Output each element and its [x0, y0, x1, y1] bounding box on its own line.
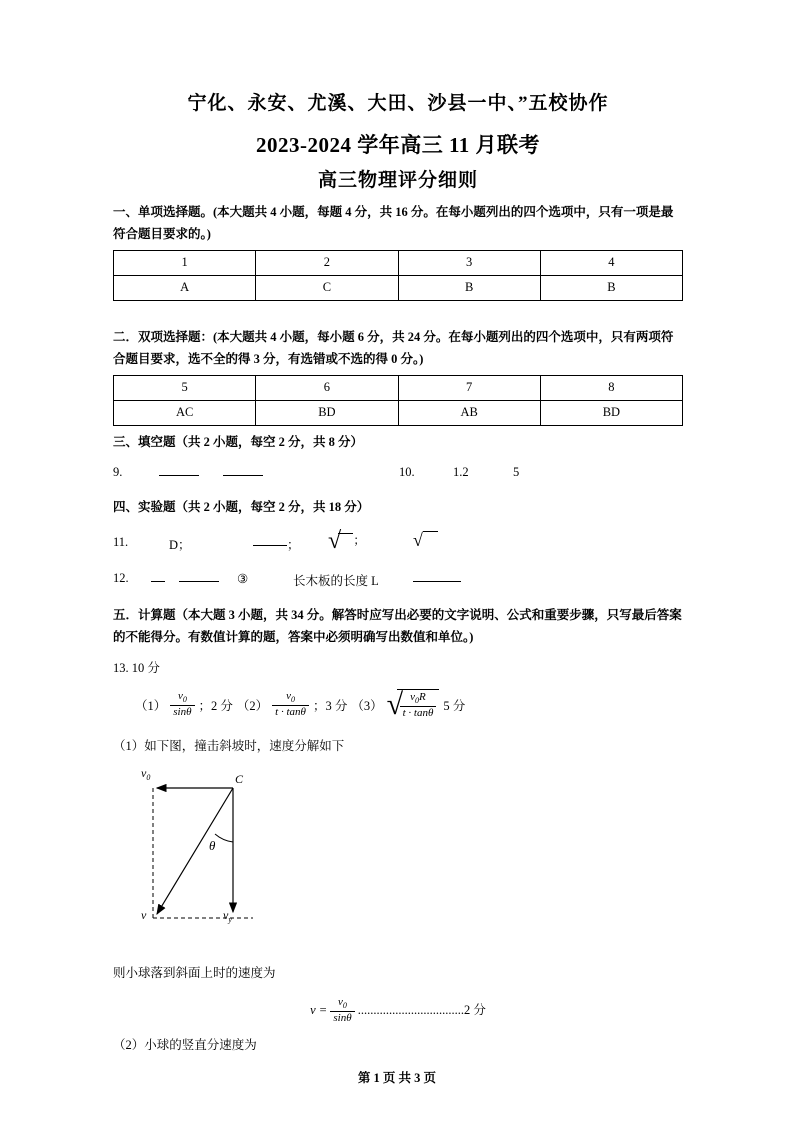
q13-part2-tag: （2） — [236, 698, 269, 713]
table-cell-number: 1 — [114, 250, 256, 275]
answer-blank — [151, 581, 165, 582]
question-13-answers — [135, 689, 683, 721]
section-2-answer-table — [113, 375, 683, 426]
question-10-value-1: 1.2 — [453, 465, 469, 480]
table-cell-answer: B — [540, 275, 682, 300]
section-1-answer-table — [113, 250, 683, 301]
exam-title-subject: 高三物理评分细则 — [317, 170, 478, 191]
question-12-row — [113, 567, 683, 595]
question-9-row — [113, 461, 683, 487]
section-1-heading: 一、单项选择题。(本大题共 4 小题，每题 4 分，共 16 分。在每小题列出的四个选项中，只有一项是最符合题目要求的。) — [113, 205, 674, 241]
question-13-note-2: 则小球落到斜面上时的速度为 — [113, 966, 276, 981]
answer-blank — [413, 581, 461, 582]
table-cell-answer: C — [256, 275, 398, 300]
document-content — [113, 88, 683, 1062]
question-13-note-3: （2）小球的竖直分速度为 — [113, 1037, 257, 1052]
q13-part3-sqrt: √ $\frac{v_0R}{t \cdot \tan\theta}$ — [387, 689, 440, 721]
exam-title-year: 2023-2024 学年高三 11 月联考 — [255, 133, 541, 157]
q13-p1-denominator: sinθ — [173, 705, 192, 718]
table-cell-number: 4 — [540, 250, 682, 275]
question-13-note-1: （1）如下图，撞击斜坡时，速度分解如下 — [113, 738, 345, 753]
eq-numerator: v — [338, 996, 343, 1008]
section-3-heading: 三、填空题（共 2 小题，每空 2 分，共 8 分） — [113, 434, 364, 449]
q13-p3-numerator-sub: 0 — [415, 695, 420, 705]
velocity-decomposition-diagram — [123, 766, 403, 946]
table-cell-number: 8 — [540, 375, 682, 400]
section-4-heading: 四、实验题（共 2 小题，每空 2 分，共 18 分） — [113, 500, 370, 515]
answer-semicolon: ； — [287, 538, 300, 553]
diagram-svg — [123, 766, 403, 946]
q13-p2-numerator-sub: 0 — [291, 694, 295, 704]
question-9-label: 9. — [113, 465, 123, 480]
question-11-answer-a: D； — [169, 538, 191, 553]
table-cell-number: 7 — [398, 375, 540, 400]
eq-numerator-sub: 0 — [342, 1001, 347, 1010]
table-row — [114, 375, 683, 400]
q13-p3-numerator: v — [410, 690, 416, 703]
diagram-label-v0: $v_0$ — [141, 766, 151, 783]
table-row — [114, 400, 683, 425]
diagram-label-theta: θ — [209, 838, 216, 854]
q13-p3-denominator: t · tanθ — [402, 706, 434, 719]
section-5-heading: 五．计算题（本大题 3 小题，共 34 分。解答时应写出必要的文字说明、公式和重要步骤，只写最后答案的不能得分。有数值计算的题，答案中必须明确写出数值和单位。) — [113, 608, 682, 645]
table-cell-number: 3 — [398, 250, 540, 275]
question-12-mark: ③ — [237, 572, 249, 587]
table-cell-answer: A — [114, 275, 256, 300]
table-cell-number: 5 — [114, 375, 256, 400]
table-cell-answer: AC — [114, 400, 256, 425]
table-row — [114, 275, 683, 300]
answer-blank — [159, 475, 199, 476]
answer-blank — [253, 545, 287, 546]
q13-part1-tag: （1） — [135, 698, 167, 713]
diagram-label-C: C — [235, 772, 244, 787]
equation-score-dots: ..................................2 分 — [357, 1002, 486, 1017]
question-10-value-2: 5 — [513, 465, 520, 480]
question-12-text: 长木板的长度 L — [293, 574, 379, 589]
section-2-heading: 二．双项选择题：(本大题共 4 小题，每小题 6 分，共 24 分。在每小题列出的四个选项中，只有两项符合题目要求，选不全的得 3 分，有选错或不选的得 0 分。) — [113, 329, 674, 366]
q13-part1-fraction — [170, 690, 194, 720]
q13-part2-fraction — [272, 690, 309, 720]
diagram-label-vy: $v_y$ — [223, 908, 232, 925]
q13-part3-score: 5 分 — [443, 698, 466, 713]
table-cell-answer: B — [398, 275, 540, 300]
question-13-equation — [113, 996, 683, 1026]
eq-denominator: sinθ — [333, 1012, 352, 1024]
equation-fraction — [330, 996, 354, 1026]
answer-blank — [223, 475, 263, 476]
question-12-label: 12. — [113, 571, 129, 586]
table-cell-number: 6 — [256, 375, 398, 400]
page-footer: 第 1 页 共 3 页 — [357, 1071, 437, 1085]
q13-part1-score: ；2 分 — [198, 698, 233, 713]
sqrt-expression: √ ； — [328, 528, 366, 555]
q13-p3-numerator-R: R — [419, 690, 426, 703]
q13-part2-score: ；3 分 — [312, 698, 348, 713]
table-cell-answer: BD — [540, 400, 682, 425]
answer-blank — [179, 581, 219, 582]
question-11-label: 11. — [113, 535, 129, 550]
question-10-label: 10. — [399, 465, 415, 480]
question-13-label: 13. 10 分 — [113, 661, 160, 675]
q13-p2-numerator: v — [286, 689, 291, 702]
table-cell-number: 2 — [256, 250, 398, 275]
question-11-row — [113, 527, 683, 561]
q13-p2-denominator: t · tanθ — [275, 705, 306, 718]
q13-p1-numerator: v — [177, 689, 183, 702]
table-row — [114, 250, 683, 275]
table-cell-answer: AB — [398, 400, 540, 425]
equation-lhs: v = — [310, 1002, 328, 1017]
diagram-label-v: v — [141, 908, 147, 923]
school-header-line: 宁化、永安、尤溪、大田、沙县一中、”五校协作 — [187, 93, 609, 114]
sqrt-expression-2: √ — [413, 531, 438, 548]
table-cell-answer: BD — [256, 400, 398, 425]
q13-p1-numerator-sub: 0 — [182, 694, 187, 704]
q13-part3-tag: （3） — [351, 698, 383, 713]
